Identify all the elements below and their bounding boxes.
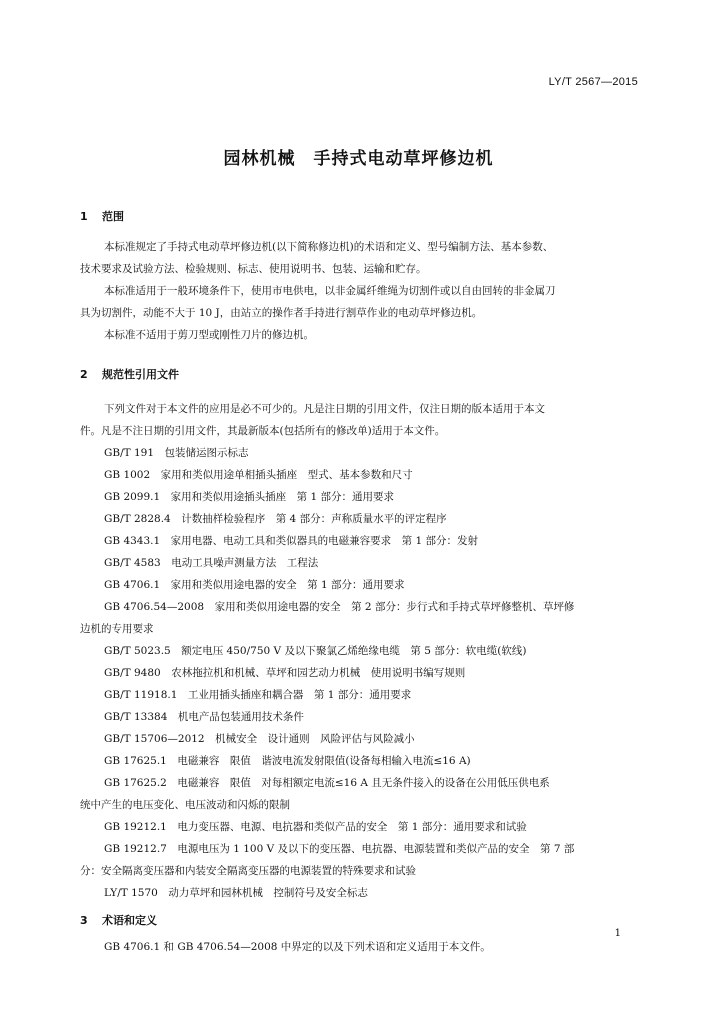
reference-item: GB 19212.7 电源电压为 1 100 V 及以下的变压器、电抗器、电源装置和类似产品的安全 第 7 部: [104, 843, 575, 855]
reference-item-continued: 统中产生的电压变化、电压波动和闪烁的限制: [80, 799, 290, 811]
reference-item: GB/T 191 包装储运图示标志: [104, 447, 249, 459]
reference-item: GB 17625.2 电磁兼容 限值 对每相额定电流≤16 A 且无条件接入的设备在公用低压供电系: [104, 777, 550, 789]
reference-item: GB/T 15706—2012 机械安全 设计通则 风险评估与风险减小: [104, 733, 415, 745]
reference-item: GB 17625.1 电磁兼容 限值 谐波电流发射限值(设备每相输入电流≤16 A): [104, 755, 471, 767]
reference-item: LY/T 1570 动力草坪和园林机械 控制符号及安全标志: [104, 887, 368, 899]
paragraph-line: GB 4706.1 和 GB 4706.54—2008 中界定的以及下列术语和定义适用于本文件。: [104, 941, 491, 953]
paragraph-line: 本标准规定了手持式电动草坪修边机(以下简称修边机)的术语和定义、型号编制方法、基本参数、: [104, 241, 554, 253]
reference-item: GB 1002 家用和类似用途单相插头插座 型式、基本参数和尺寸: [104, 469, 413, 481]
paragraph-line: 具为切割件，动能不大于 10 J，由站立的操作者手持进行割草作业的电动草坪修边机。: [80, 307, 483, 319]
standard-code: LY/T 2567—2015: [548, 76, 638, 88]
page-number: 1: [614, 928, 621, 939]
section-number: 2: [80, 368, 88, 381]
section-title: 范围: [102, 210, 124, 223]
reference-item: GB 4706.1 家用和类似用途电器的安全 第 1 部分：通用要求: [104, 579, 405, 591]
section-2-heading: [80, 366, 179, 382]
section-3-heading: [80, 912, 157, 928]
section-title: 规范性引用文件: [102, 368, 179, 381]
paragraph-line: 本标准不适用于剪刀型或刚性刀片的修边机。: [104, 329, 314, 341]
reference-item: GB/T 11918.1 工业用插头插座和耦合器 第 1 部分：通用要求: [104, 689, 412, 701]
reference-item: GB 4343.1 家用电器、电动工具和类似器具的电磁兼容要求 第 1 部分：发射: [104, 535, 479, 547]
section-1-heading: [80, 208, 124, 224]
reference-item: GB 19212.1 电力变压器、电源、电抗器和类似产品的安全 第 1 部分：通用要求和试验: [104, 821, 527, 833]
reference-item: GB/T 2828.4 计数抽样检验程序 第 4 部分：声称质量水平的评定程序: [104, 513, 447, 525]
reference-item: GB/T 5023.5 额定电压 450/750 V 及以下聚氯乙烯绝缘电缆 第 5 部分：软电缆(软线): [104, 645, 527, 657]
section-title: 术语和定义: [102, 914, 157, 927]
reference-item: GB/T 9480 农林拖拉机和机械、草坪和园艺动力机械 使用说明书编写规则: [104, 667, 466, 679]
reference-item: GB/T 13384 机电产品包装通用技术条件: [104, 711, 304, 723]
paragraph-line: 技术要求及试验方法、检验规则、标志、使用说明书、包装、运输和贮存。: [80, 263, 427, 275]
reference-item-continued: 边机的专用要求: [80, 623, 154, 635]
reference-item: GB 4706.54—2008 家用和类似用途电器的安全 第 2 部分：步行式和手持式草坪修整机、草坪修: [104, 601, 575, 613]
reference-item-continued: 分：安全隔离变压器和内装安全隔离变压器的电源装置的特殊要求和试验: [80, 865, 416, 877]
reference-item: GB 2099.1 家用和类似用途插头插座 第 1 部分：通用要求: [104, 491, 395, 503]
paragraph-line: 本标准适用于一般环境条件下，使用市电供电，以非金属纤维绳为切割件或以自由回转的非金属刀: [104, 285, 556, 297]
paragraph-line: 下列文件对于本文件的应用是必不可少的。凡是注日期的引用文件，仅注日期的版本适用于本文: [104, 403, 545, 415]
reference-item: GB/T 4583 电动工具噪声测量方法 工程法: [104, 557, 319, 569]
paragraph-line: 件。凡是不注日期的引用文件，其最新版本(包括所有的修改单)适用于本文件。: [80, 425, 446, 437]
section-number: 3: [80, 914, 88, 927]
section-number: 1: [80, 210, 88, 223]
document-title: 园林机械 手持式电动草坪修边机: [223, 149, 494, 169]
